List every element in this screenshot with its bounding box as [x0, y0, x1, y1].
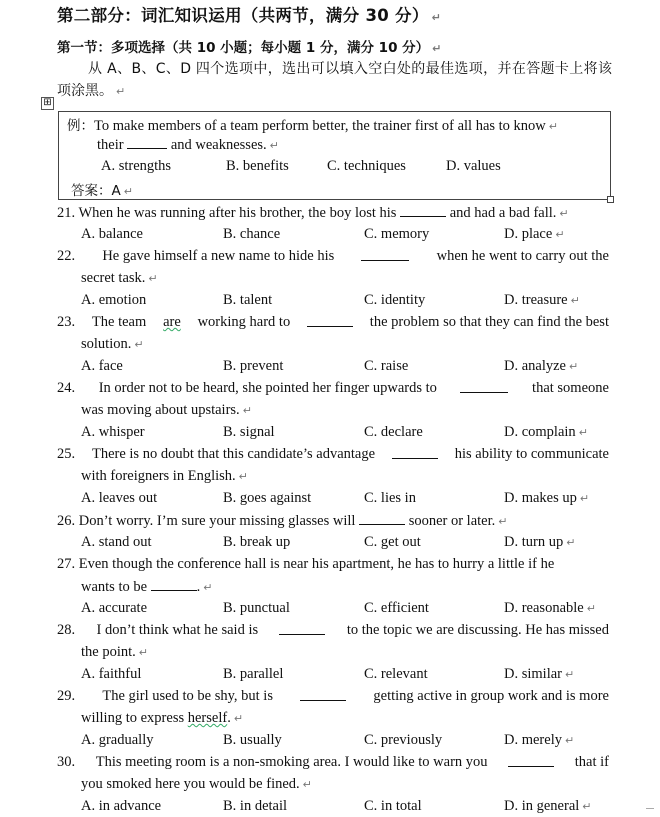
- q22-option-a: A. emotion: [81, 292, 147, 308]
- q23-option-d: D. analyze ↵: [504, 358, 579, 374]
- section-title: 第二部分：词汇知识运用（共两节，满分 30 分） ↵: [57, 6, 442, 25]
- example-option-c: C. techniques: [327, 158, 406, 174]
- q27-option-c: C. efficient: [364, 600, 429, 616]
- q24-option-b: B. signal: [223, 424, 275, 440]
- subsection-title: 第一节：多项选择（共 10 小题；每小题 1 分，满分 10 分） ↵: [57, 40, 442, 56]
- example-option-a: A. strengths: [101, 158, 172, 174]
- example-option-b: B. benefits: [226, 158, 289, 174]
- q26-option-c: C. get out: [364, 534, 421, 550]
- q27-option-d: D. reasonable ↵: [504, 600, 596, 616]
- question-22: 22. He gave himself a new name to hide his when he went to carry out the: [57, 248, 609, 264]
- question-29: 29. The girl used to be shy, but is getting active in group work and is more: [57, 688, 609, 704]
- question-23: 23. The team are working hard to the problem so that they can find the best: [57, 314, 609, 330]
- q22-option-b: B. talent: [223, 292, 273, 308]
- q23-option-b: B. prevent: [223, 358, 284, 374]
- q21-option-c: C. memory: [364, 226, 430, 242]
- question-26: 26. Don’t worry. I’m sure your missing glasses will sooner or later. ↵: [57, 513, 508, 529]
- question-27: 27. Even though the conference hall is near his apartment, he has to hurry a little if he: [57, 556, 555, 572]
- q21-option-a: A. balance: [81, 226, 143, 242]
- example-answer: 答案：A ↵: [71, 183, 133, 199]
- q24-option-a: A. whisper: [81, 424, 145, 440]
- question-22-cont: secret task. ↵: [81, 270, 158, 286]
- q24-option-d: D. complain ↵: [504, 424, 588, 440]
- q29-option-c: C. previously: [364, 732, 443, 748]
- question-29-cont: willing to express herself. ↵: [81, 710, 244, 726]
- q25-option-c: C. lies in: [364, 490, 416, 506]
- q23-option-a: A. face: [81, 358, 123, 374]
- question-25: 25. There is no doubt that this candidate’s advantage his ability to communicate: [57, 446, 609, 462]
- q30-option-b: B. in detail: [223, 798, 288, 814]
- q23-option-c: C. raise: [364, 358, 409, 374]
- q30-option-c: C. in total: [364, 798, 422, 814]
- table-move-handle-icon[interactable]: ⊞: [41, 97, 54, 110]
- q22-option-c: C. identity: [364, 292, 426, 308]
- q24-option-c: C. declare: [364, 424, 423, 440]
- question-24: 24. In order not to be heard, she pointed her finger upwards to that someone: [57, 380, 609, 396]
- table-resize-handle[interactable]: [607, 196, 614, 203]
- question-30-cont: you smoked here you would be fined. ↵: [81, 776, 312, 792]
- q27-option-b: B. punctual: [223, 600, 290, 616]
- question-30: 30. This meeting room is a non-smoking area. I would like to warn you that if: [57, 754, 609, 770]
- q26-option-b: B. break up: [223, 534, 291, 550]
- example-stem-2: their and weaknesses. ↵: [97, 137, 279, 153]
- q25-option-a: A. leaves out: [81, 490, 158, 506]
- question-27-cont: wants to be . ↵: [81, 579, 213, 595]
- q29-option-a: A. gradually: [81, 732, 154, 748]
- q21-option-d: D. place ↵: [504, 226, 565, 242]
- question-28: 28. I don’t think what he said is to the topic we are discussing. He has missed: [57, 622, 609, 638]
- q29-option-b: B. usually: [223, 732, 282, 748]
- q21-option-b: B. chance: [223, 226, 281, 242]
- q22-option-d: D. treasure ↵: [504, 292, 580, 308]
- question-25-cont: with foreigners in English. ↵: [81, 468, 248, 484]
- q28-option-d: D. similar ↵: [504, 666, 575, 682]
- question-21: 21. When he was running after his brother, the boy lost his and had a bad fall. ↵: [57, 205, 569, 221]
- q28-option-c: C. relevant: [364, 666, 428, 682]
- question-28-cont: the point. ↵: [81, 644, 148, 660]
- question-23-cont: solution. ↵: [81, 336, 144, 352]
- q30-option-a: A. in advance: [81, 798, 162, 814]
- instructions: 从 A、B、C、D 四个选项中，选出可以填入空白处的最佳选项，并在答题卡上将该项涂黑。 ↵: [57, 61, 612, 99]
- q28-option-b: B. parallel: [223, 666, 284, 682]
- page-corner-mark: [646, 808, 654, 817]
- q25-option-d: D. makes up ↵: [504, 490, 590, 506]
- q26-option-d: D. turn up ↵: [504, 534, 576, 550]
- q26-option-a: A. stand out: [81, 534, 152, 550]
- q27-option-a: A. accurate: [81, 600, 148, 616]
- q29-option-d: D. merely ↵: [504, 732, 575, 748]
- example-stem: 例：To make members of a team perform better, the trainer first of all has to know ↵: [67, 118, 558, 134]
- question-24-cont: was moving about upstairs. ↵: [81, 402, 252, 418]
- q30-option-d: D. in general ↵: [504, 798, 592, 814]
- q28-option-a: A. faithful: [81, 666, 142, 682]
- q25-option-b: B. goes against: [223, 490, 312, 506]
- example-label: 例：: [67, 118, 94, 134]
- example-option-d: D. values: [446, 158, 501, 174]
